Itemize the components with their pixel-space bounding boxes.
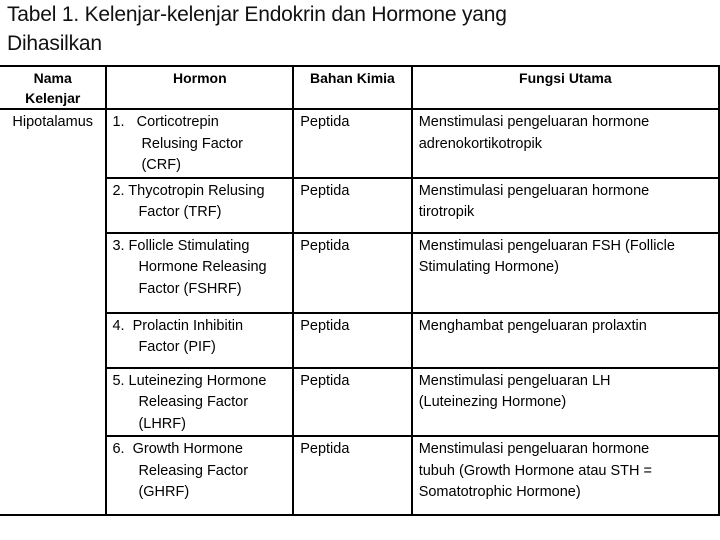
- fungsi-line: (Luteinezing Hormone): [418, 394, 567, 410]
- cell-bahan-kimia: Peptida: [293, 436, 411, 515]
- hormon-line: Relusing Factor: [141, 135, 243, 152]
- fungsi-line: tubuh (Growth Hormone atau STH =: [418, 462, 653, 479]
- hormon-line: 6. Growth Hormone: [112, 441, 243, 457]
- cell-hormon: [106, 178, 293, 233]
- table-row: [0, 233, 719, 313]
- cell-fungsi: [412, 233, 719, 313]
- header-hormon: Hormon: [106, 66, 293, 109]
- fungsi-line: adrenokortikotropik: [418, 135, 543, 152]
- hormon-line: (LHRF): [138, 415, 186, 432]
- fungsi-line: tirotropik: [418, 204, 475, 220]
- title-line-2: Dihasilkan: [7, 32, 102, 55]
- cell-kelenjar: Hipotalamus: [0, 109, 106, 515]
- hormon-line: Releasing Factor: [138, 394, 249, 410]
- table-row: [0, 313, 719, 368]
- cell-bahan-kimia: Peptida: [293, 233, 411, 313]
- cell-hormon: [106, 368, 293, 437]
- hormon-line: Releasing Factor: [138, 462, 249, 479]
- header-nama-line: Nama: [33, 70, 72, 86]
- table-row: [0, 368, 719, 437]
- cell-fungsi: [412, 368, 719, 437]
- hormon-line: 5. Luteinezing Hormone: [112, 372, 267, 389]
- cell-hormon: [106, 436, 293, 515]
- table-row: [0, 109, 719, 178]
- fungsi-line: Menstimulasi pengeluaran hormone: [418, 114, 650, 130]
- table-header-row: [0, 66, 719, 109]
- hormon-line: 2. Thycotropin Relusing: [112, 182, 265, 199]
- fungsi-line: Menghambat pengeluaran prolaxtin: [418, 317, 647, 334]
- cell-bahan-kimia: Peptida: [293, 109, 411, 178]
- cell-fungsi: [412, 178, 719, 233]
- fungsi-line: Menstimulasi pengeluaran LH: [418, 372, 611, 389]
- cell-fungsi: [412, 109, 719, 178]
- cell-hormon: [106, 233, 293, 313]
- cell-hormon: [106, 109, 293, 178]
- document-title: [7, 0, 707, 58]
- table-row: [0, 436, 719, 515]
- hormon-line: 1. Corticotrepin: [112, 114, 219, 130]
- title-line-1: Tabel 1. Kelenjar-kelenjar Endokrin dan Hormone yang: [7, 3, 507, 26]
- fungsi-line: Menstimulasi pengeluaran hormone: [418, 441, 650, 457]
- cell-bahan-kimia: Peptida: [293, 368, 411, 437]
- hormon-line: Factor (FSHRF): [138, 280, 242, 297]
- hormon-line: 3. Follicle Stimulating: [112, 237, 250, 254]
- cell-bahan-kimia: Peptida: [293, 178, 411, 233]
- fungsi-line: Menstimulasi pengeluaran FSH (Follicle: [418, 237, 675, 254]
- hormon-line: Factor (TRF): [138, 204, 222, 220]
- cell-fungsi: [412, 313, 719, 368]
- header-fungsi-utama: Fungsi Utama: [412, 66, 719, 109]
- fungsi-line: Menstimulasi pengeluaran hormone: [418, 182, 650, 199]
- table-row: [0, 178, 719, 233]
- cell-fungsi: [412, 436, 719, 515]
- endocrine-hormone-table: [0, 65, 720, 516]
- cell-hormon: [106, 313, 293, 368]
- header-kelenjar-line: Kelenjar: [25, 90, 81, 106]
- hormon-line: 4. Prolactin Inhibitin: [112, 317, 244, 334]
- hormon-line: Hormone Releasing: [138, 259, 267, 275]
- cell-bahan-kimia: Peptida: [293, 313, 411, 368]
- hormon-line: (CRF): [141, 157, 181, 173]
- fungsi-line: Stimulating Hormone): [418, 259, 559, 275]
- header-bahan-kimia: Bahan Kimia: [293, 66, 411, 109]
- hormon-line: (GHRF): [138, 484, 190, 500]
- header-nama-kelenjar: [0, 66, 106, 109]
- fungsi-line: Somatotrophic Hormone): [418, 484, 581, 500]
- hormon-line: Factor (PIF): [138, 339, 216, 355]
